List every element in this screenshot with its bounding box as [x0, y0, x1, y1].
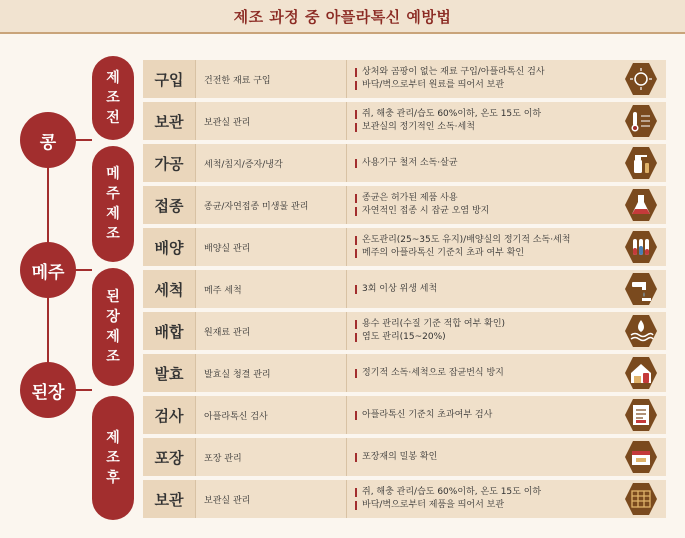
step-label: 접종 [143, 186, 196, 224]
page-title: 제조 과정 중 아플라톡신 예방법 [233, 7, 452, 26]
process-row [143, 144, 666, 182]
row-details [347, 192, 666, 218]
document-check-icon [624, 398, 658, 432]
category-meju [20, 242, 76, 298]
task-label: 보관실 관리 [196, 480, 347, 518]
process-row [143, 312, 666, 350]
water-drop-icon [624, 314, 658, 348]
task-label: 메주 세척 [196, 270, 347, 308]
step-label: 포장 [143, 438, 196, 476]
phase-char: 제 [106, 70, 120, 86]
phase-char: 조 [106, 90, 120, 106]
phase-char: 조 [106, 226, 120, 242]
process-row [143, 102, 666, 140]
task-label: 원재료 관리 [196, 312, 347, 350]
row-details [347, 108, 666, 134]
task-label: 세척/침지/증자/냉각 [196, 144, 347, 182]
task-label: 배양실 관리 [196, 228, 347, 266]
phase-char: 메 [106, 166, 120, 182]
step-label: 배합 [143, 312, 196, 350]
row-details [347, 486, 666, 512]
row-details [347, 367, 666, 380]
phase-before-manufacturing [92, 56, 134, 140]
phase-meju-manufacturing [92, 146, 134, 262]
category-doenjang [20, 362, 76, 418]
detail-line: 정기적 소독·세척으로 잡균번식 방지 [355, 367, 666, 380]
detail-line: 온도관리(25~35도 유지)/배양실의 정기적 소독·세척 [355, 234, 666, 247]
task-label: 포장 관리 [196, 438, 347, 476]
title-bar [0, 0, 685, 32]
cleaning-icon [624, 356, 658, 390]
faucet-icon [624, 272, 658, 306]
test-tubes-icon [624, 230, 658, 264]
detail-line: 보관실의 정기적인 소독·세척 [355, 121, 666, 134]
step-label: 세척 [143, 270, 196, 308]
row-details [347, 451, 666, 464]
phase-doenjang-manufacturing [92, 268, 134, 386]
step-label: 발효 [143, 354, 196, 392]
phase-char: 후 [106, 470, 120, 486]
row-details [347, 283, 666, 296]
detail-line: 바닥/벽으로부터 제품을 띄어서 보관 [355, 499, 666, 512]
category-label: 콩 [39, 132, 57, 153]
storage-shelf-icon [624, 482, 658, 516]
process-row [143, 480, 666, 518]
process-row [143, 228, 666, 266]
detail-line: 쥐, 해충 관리/습도 60%이하, 온도 15도 이하 [355, 486, 666, 499]
step-label: 보관 [143, 480, 196, 518]
step-label: 배양 [143, 228, 196, 266]
process-row [143, 270, 666, 308]
detail-line: 쥐, 해충 관리/습도 60%이하, 온도 15도 이하 [355, 108, 666, 121]
task-label: 아플라톡신 검사 [196, 396, 347, 434]
row-details [347, 66, 666, 92]
phase-char: 장 [106, 309, 120, 325]
thermometer-sun-icon [624, 62, 658, 96]
step-label: 가공 [143, 144, 196, 182]
step-label: 구입 [143, 60, 196, 98]
row-details [347, 234, 666, 260]
process-row [143, 438, 666, 476]
lab-flask-icon [624, 188, 658, 222]
detail-line: 아플라톡신 기준치 초과여부 검사 [355, 409, 666, 422]
process-row [143, 354, 666, 392]
detail-line: 종균은 허가된 제품 사용 [355, 192, 666, 205]
humidity-temperature-icon [624, 104, 658, 138]
step-label: 보관 [143, 102, 196, 140]
package-icon [624, 440, 658, 474]
detail-line: 3회 이상 위생 세척 [355, 283, 666, 296]
task-label: 종균/자연접종 미생물 관리 [196, 186, 347, 224]
detail-line: 염도 관리(15~20%) [355, 331, 666, 344]
row-details [347, 409, 666, 422]
category-label: 된장 [31, 382, 65, 403]
row-details [347, 157, 666, 170]
process-row [143, 186, 666, 224]
spray-bottle-icon [624, 146, 658, 180]
title-divider [0, 32, 685, 34]
phase-char: 조 [106, 349, 120, 365]
category-label: 메주 [31, 262, 65, 283]
process-row [143, 60, 666, 98]
row-details [347, 318, 666, 344]
detail-line: 포장재의 밀봉 확인 [355, 451, 666, 464]
task-label: 발효실 청결 관리 [196, 354, 347, 392]
process-row [143, 396, 666, 434]
detail-line: 사용기구 철저 소독·살균 [355, 157, 666, 170]
phase-char: 주 [106, 186, 120, 202]
phase-char: 제 [106, 206, 120, 222]
phase-char: 조 [106, 450, 120, 466]
detail-line: 바닥/벽으로부터 원료를 띄어서 보관 [355, 79, 666, 92]
detail-line: 메주의 아플라톡신 기준치 초과 여부 확인 [355, 247, 666, 260]
detail-line: 자연적인 접종 시 잡균 오염 방지 [355, 205, 666, 218]
phase-char: 제 [106, 329, 120, 345]
detail-line: 상처와 곰팡이 없는 재료 구입/아플라톡신 검사 [355, 66, 666, 79]
task-label: 보관실 관리 [196, 102, 347, 140]
phase-char: 제 [106, 430, 120, 446]
phase-char: 된 [106, 289, 120, 305]
step-label: 검사 [143, 396, 196, 434]
phase-char: 전 [106, 110, 120, 126]
detail-line: 용수 관리(수질 기준 적합 여부 확인) [355, 318, 666, 331]
category-bean [20, 112, 76, 168]
task-label: 건전한 재료 구입 [196, 60, 347, 98]
phase-after-manufacturing [92, 396, 134, 520]
